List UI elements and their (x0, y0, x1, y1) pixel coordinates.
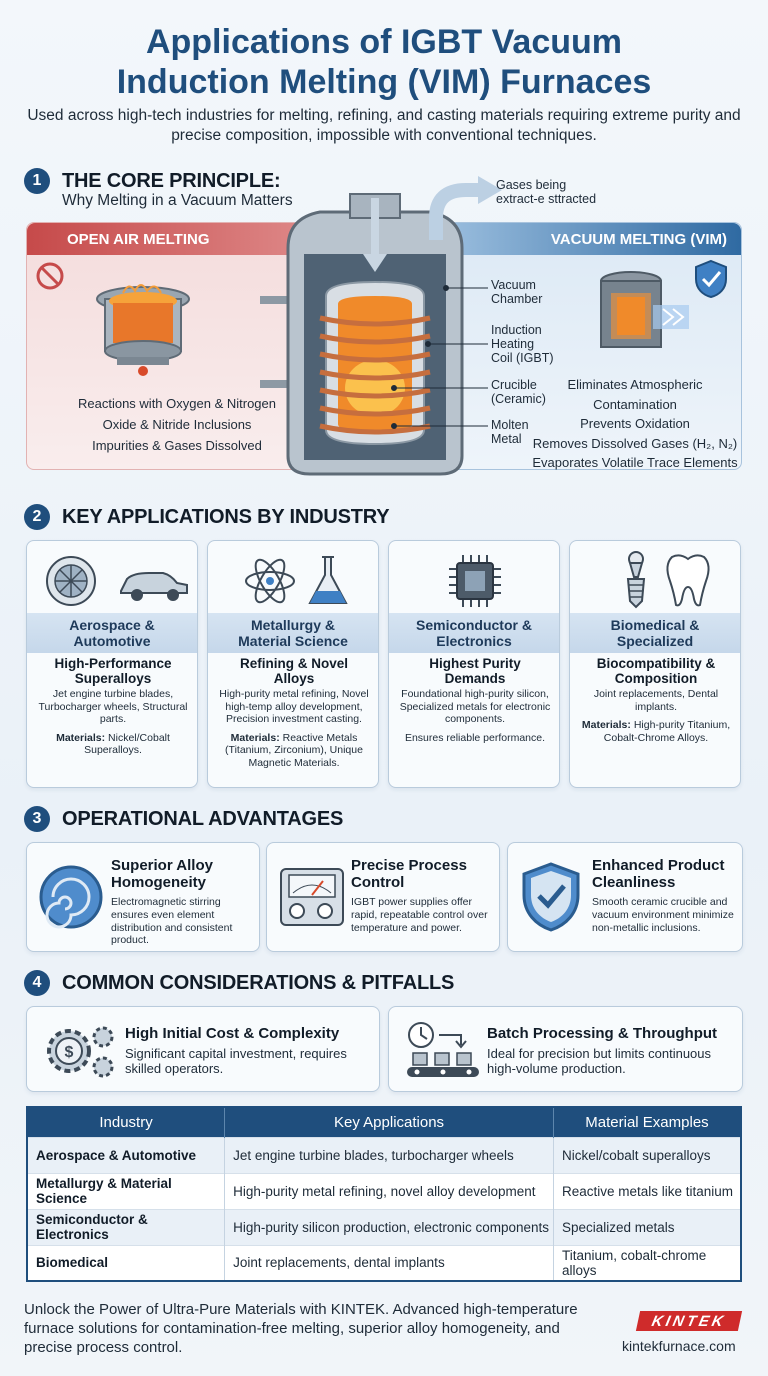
section-3-heading (24, 806, 343, 832)
section-4-heading (24, 970, 454, 996)
pitfall-title: High Initial Cost & Complexity (125, 1025, 340, 1042)
table-cell-applications: High-purity metal refining, novel alloy development (225, 1173, 554, 1209)
vacuum-list: Eliminates Atmospheric Contamination Prevents Oxidation Removes Dissolved Gases (H₂, N₂) Evaporates Volatile Trace Elements (532, 377, 738, 470)
industry-card-metallurgy (207, 540, 379, 788)
table-header-cell: Industry (27, 1107, 225, 1137)
table-cell-materials: Nickel/cobalt superalloys (553, 1137, 741, 1173)
section-title: OPERATIONAL ADVANTAGES (62, 807, 344, 830)
advantage-cleanliness (507, 842, 743, 952)
card-description: High-purity metal refining, Novel high-temp alloy development, Precision investment casting. Materials: Reactive Metals (Titanium, Zirconium), Unique Magnetic Materials. (214, 688, 374, 769)
card-materials: Materials: Nickel/Cobalt Superalloys. (56, 731, 170, 756)
microchip-icon (445, 551, 505, 611)
swirl-icon (37, 863, 105, 931)
control-panel-icon (279, 867, 345, 929)
table-cell-materials: Titanium, cobalt-chrome alloys (553, 1245, 741, 1281)
section-1-subtitle: Why Melting in a Vacuum Matters (62, 192, 293, 209)
table-cell-applications: High-purity silicon production, electronic components (225, 1209, 554, 1245)
open-crucible-icon (83, 275, 203, 385)
section-title: COMMON CONSIDERATIONS & PITFALLS (62, 971, 455, 994)
table-cell-applications: Joint replacements, dental implants (225, 1245, 554, 1281)
kintek-logo[interactable]: KINTEK (636, 1311, 742, 1331)
summary-table (26, 1106, 742, 1282)
card-category: Biomedical & Specialized (570, 613, 740, 653)
pitfall-title: Batch Processing & Throughput (487, 1025, 718, 1042)
table-row (27, 1137, 741, 1173)
table-row (27, 1245, 741, 1281)
footer-text: Unlock the Power of Ultra-Pure Materials with KINTEK. Advanced high-temperature furnace solutions for contamination-free melting, superior alloy homogeneity, and precise process control. (24, 1301, 578, 1356)
advantage-title: Precise Process Control (351, 857, 467, 891)
section-title: THE CORE PRINCIPLE: (62, 169, 281, 192)
card-category: Semiconductor & Electronics (389, 613, 559, 653)
prohibited-icon (35, 261, 65, 291)
section-number: 3 (24, 806, 50, 832)
pitfall-cost (26, 1006, 380, 1092)
shield-check-icon (693, 259, 729, 299)
card-application: High-Performance Superalloys (54, 656, 172, 686)
card-category: Aerospace & Automotive (27, 613, 197, 653)
advantage-description: Smooth ceramic crucible and vacuum environment minimize non-metallic inclusions. (592, 896, 734, 934)
label-induction-coil: Induction Heating Coil (IGBT) (491, 323, 554, 365)
table-cell-industry: Metallurgy & Material Science (27, 1173, 225, 1209)
open-air-list: Reactions with Oxygen & Nitrogen Oxide & Nitride Inclusions Impurities & Gases Dissolved (78, 396, 276, 453)
section-number: 2 (24, 504, 50, 530)
card-extra: Ensures reliable performance. (404, 731, 546, 744)
page-title: Applications of IGBT Vacuum Induction Melting (VIM) Furnaces (116, 23, 652, 101)
table-header-row (27, 1107, 741, 1137)
table-cell-industry: Semiconductor & Electronics (27, 1209, 225, 1245)
open-air-header: OPEN AIR MELTING (27, 223, 325, 255)
section-number: 1 (24, 168, 50, 194)
card-materials: Materials: Reactive Metals (Titanium, Zirconium), Unique Magnetic Materials. (225, 731, 363, 769)
label-crucible: Crucible (Ceramic) (491, 378, 546, 406)
pitfall-description: Significant capital investment, requires skilled operators. (125, 1046, 347, 1076)
vacuum-header: VACUUM MELTING (VIM) (441, 223, 741, 255)
industry-card-semiconductor (388, 540, 560, 788)
advantage-title: Superior Alloy Homogeneity (111, 857, 213, 891)
table-cell-materials: Reactive metals like titanium (553, 1173, 741, 1209)
advantage-title: Enhanced Product Cleanliness (592, 857, 725, 891)
advantage-description: IGBT power supplies offer rapid, repeatable control over temperature and power. (351, 896, 488, 934)
page-subtitle: Used across high-tech industries for melting, refining, and casting materials requiring extreme purity and precise composition, impossible with conventional techniques. (27, 107, 741, 144)
advantage-description: Electromagnetic stirring ensures even element distribution and consistent product. (111, 896, 233, 947)
jet-engine-car-icon (41, 551, 191, 611)
table-row (27, 1209, 741, 1245)
table-row (27, 1173, 741, 1209)
table-cell-industry: Biomedical (27, 1245, 225, 1281)
card-application: Refining & Novel Alloys (239, 656, 348, 686)
section-2-heading (24, 504, 389, 530)
pitfall-description: Ideal for precision but limits continuous high-volume production. (487, 1046, 712, 1076)
industry-card-biomedical (569, 540, 741, 788)
card-application: Highest Purity Demands (429, 656, 521, 686)
svg-text:$: $ (64, 1044, 74, 1061)
vacuum-furnace-icon (593, 267, 693, 367)
label-molten-metal: Molten Metal (491, 418, 529, 446)
clock-conveyor-icon (403, 1019, 487, 1083)
advantage-process-control (266, 842, 500, 952)
section-title: KEY APPLICATIONS BY INDUSTRY (62, 505, 390, 528)
pitfall-batch (388, 1006, 743, 1092)
card-description: Joint replacements, Dental implants. Materials: High-purity Titanium, Cobalt-Chrome Alloys. (576, 688, 736, 744)
website-link[interactable]: kintekfurnace.com (622, 1338, 736, 1354)
table-cell-applications: Jet engine turbine blades, turbocharger wheels (225, 1137, 554, 1173)
table-cell-materials: Specialized metals (553, 1209, 741, 1245)
label-vacuum-chamber: Vacuum Chamber (491, 278, 543, 306)
shield-check-icon (520, 861, 582, 933)
card-application: Biocompatibility & Composition (596, 656, 716, 686)
section-number: 4 (24, 970, 50, 996)
implant-tooth-icon (606, 549, 716, 611)
gases-label: Gases being extract-e sttracted (496, 178, 597, 206)
table-header-cell: Key Applications (225, 1107, 554, 1137)
card-category: Metallurgy & Material Science (208, 613, 378, 653)
table-header-cell: Material Examples (553, 1107, 741, 1137)
card-description: Jet engine turbine blades, Turbocharger wheels, Structural parts. Materials: Nickel/Cobalt Superalloys. (33, 688, 193, 757)
section-1-heading (24, 168, 280, 194)
card-materials: Materials: High-purity Titanium, Cobalt-Chrome Alloys. (581, 719, 731, 744)
gears-dollar-icon (41, 1021, 125, 1081)
industry-card-aerospace (26, 540, 198, 788)
table-cell-industry: Aerospace & Automotive (27, 1137, 225, 1173)
card-description: Foundational high-purity silicon, Specialized metals for electronic components. Ensures reliable performance. (395, 688, 555, 744)
advantage-homogeneity (26, 842, 260, 952)
atom-flask-icon (240, 551, 360, 611)
vim-furnace-diagram (260, 168, 520, 488)
